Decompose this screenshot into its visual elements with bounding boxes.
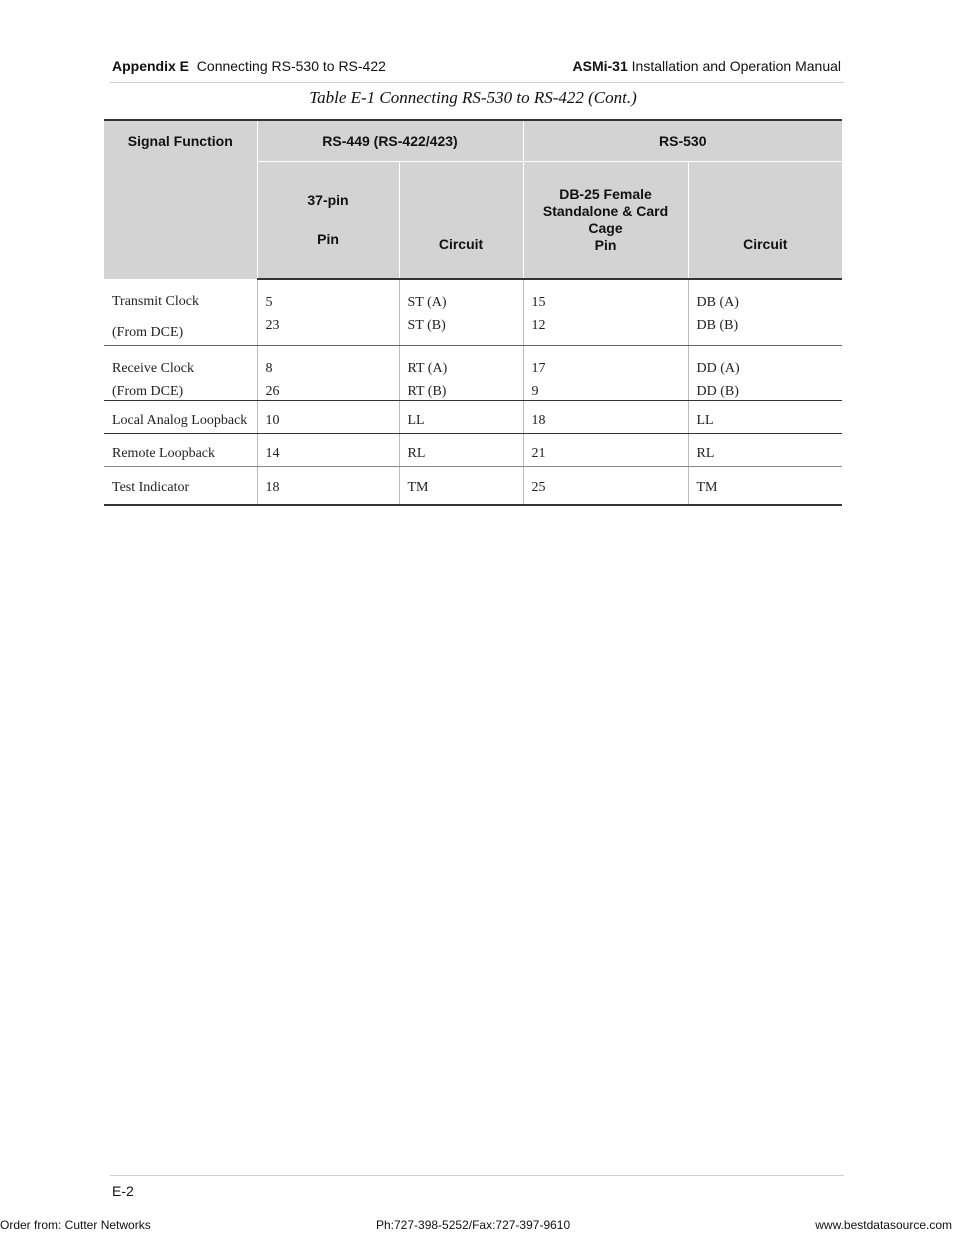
header-rs530-pin-l2: Standalone & Card — [542, 203, 669, 219]
header-rs530-pin-l4: Pin — [594, 237, 617, 253]
header-rs449-pin — [257, 162, 399, 280]
cell-rs449-circuit: RL — [399, 434, 523, 467]
table-row — [104, 467, 842, 506]
cell-text: RT (A) — [407, 361, 448, 376]
running-header-right — [573, 58, 841, 74]
cell-text: ST (A) — [407, 295, 447, 310]
appendix-label: Appendix E — [112, 58, 190, 74]
header-rs530-circuit: Circuit — [688, 162, 842, 280]
appendix-title: Connecting RS-530 to RS-422 — [196, 58, 386, 74]
table-row — [104, 401, 842, 434]
cell-text: 12 — [531, 318, 546, 333]
table-row — [104, 279, 842, 346]
cell-signal-function: Test Indicator — [104, 467, 257, 506]
cell-text: RT (B) — [407, 384, 447, 399]
cell-rs449-circuit: LL — [399, 401, 523, 434]
cell-text: 23 — [265, 318, 280, 333]
cell-rs449-circuit — [399, 346, 523, 401]
cell-rs530-pin: 25 — [523, 467, 688, 506]
table-caption: Table E-1 Connecting RS-530 to RS-422 (Cont.) — [309, 88, 637, 107]
header-rs530-pin-l1: DB-25 Female — [559, 186, 652, 202]
cell-text: ST (B) — [407, 318, 446, 333]
cell-text: 15 — [531, 295, 546, 310]
cell-rs449-pin: 10 — [257, 401, 399, 434]
cell-rs449-pin: 18 — [257, 467, 399, 506]
cell-text: Transmit Clock — [112, 294, 199, 309]
cell-text: 17 — [531, 361, 546, 376]
cell-rs530-circuit: RL — [688, 434, 842, 467]
cell-text: DB (A) — [696, 295, 739, 310]
header-rs530-group: RS-530 — [523, 120, 842, 162]
header-signal-function: Signal Function — [104, 120, 257, 279]
table-row — [104, 434, 842, 467]
cell-rs449-pin — [257, 279, 399, 346]
header-rs530-pin-l3: Cage — [588, 220, 623, 236]
running-header-left — [112, 58, 386, 74]
cell-text: 26 — [265, 384, 280, 399]
cell-rs530-circuit — [688, 279, 842, 346]
footer-divider — [110, 1175, 844, 1176]
cell-rs530-circuit — [688, 346, 842, 401]
signal-table — [104, 119, 842, 506]
cell-rs530-pin — [523, 279, 688, 346]
cell-rs449-circuit: TM — [399, 467, 523, 506]
cell-rs449-pin: 14 — [257, 434, 399, 467]
cell-rs530-circuit: TM — [688, 467, 842, 506]
cell-text: DB (B) — [696, 318, 739, 333]
cell-signal-function: Remote Loopback — [104, 434, 257, 467]
cell-text: (From DCE) — [112, 325, 184, 340]
cell-rs530-pin: 21 — [523, 434, 688, 467]
cell-text: Receive Clock — [112, 361, 195, 376]
cell-signal-function: Local Analog Loopback — [104, 401, 257, 434]
cell-text: DD (A) — [696, 361, 740, 376]
cell-text: 9 — [531, 384, 539, 399]
cell-rs530-pin — [523, 346, 688, 401]
cell-text: 5 — [265, 295, 273, 310]
page-number: E-2 — [112, 1183, 134, 1199]
header-rs530-pin — [523, 162, 688, 280]
cell-rs449-circuit — [399, 279, 523, 346]
header-rs449-pin-label: Pin — [317, 231, 339, 247]
website-link[interactable]: www.bestdatasource.com — [815, 1218, 952, 1232]
cell-text: 8 — [265, 361, 273, 376]
cell-text: (From DCE) — [112, 384, 184, 399]
product-name: ASMi-31 — [572, 58, 628, 74]
cell-rs530-circuit: LL — [688, 401, 842, 434]
cell-rs530-pin: 18 — [523, 401, 688, 434]
manual-title: Installation and Operation Manual — [631, 58, 841, 74]
header-divider — [110, 82, 844, 83]
cell-text: DD (B) — [696, 384, 739, 399]
header-rs449-group: RS-449 (RS-422/423) — [257, 120, 523, 162]
table-row — [104, 346, 842, 401]
order-from-text: Order from: Cutter Networks — [0, 1218, 151, 1232]
cell-rs449-pin — [257, 346, 399, 401]
cell-signal-function — [104, 279, 257, 346]
header-rs449-pin-top: 37-pin — [307, 192, 349, 208]
header-rs449-circuit: Circuit — [399, 162, 523, 280]
cell-signal-function — [104, 346, 257, 401]
phone-fax-text: Ph:727-398-5252/Fax:727-397-9610 — [376, 1218, 571, 1232]
